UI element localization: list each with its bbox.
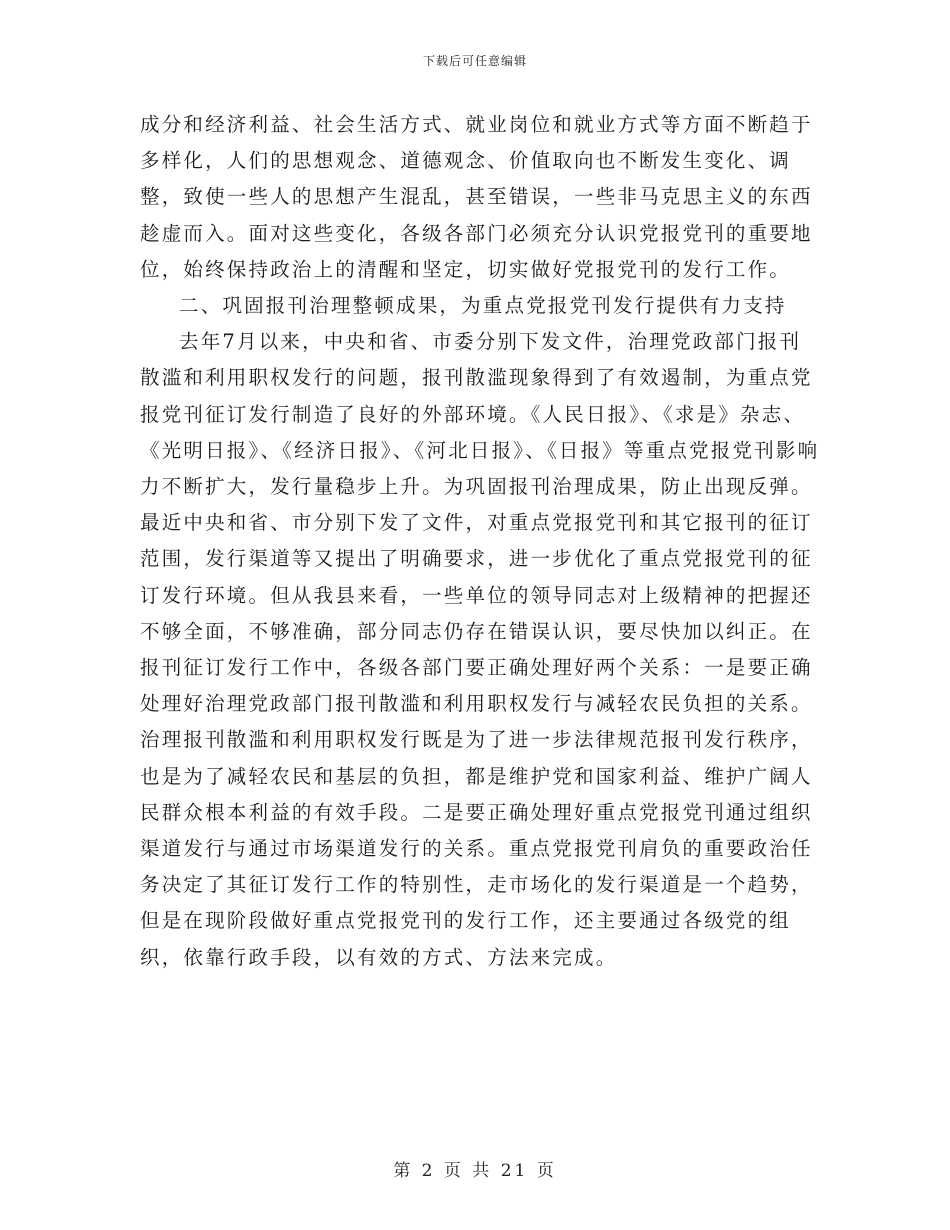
paragraph: 去年7月以来，中央和省、市委分别下发文件，治理党政部门报刊散滥和利用职权发行的问题，报刊散滥现象得到了有效遏制，为重点党报党刊征订发行制造了良好的外部环境。《人民日报》、《求是》杂志、《光明日报》、《经济日报》、《河北日报》、《日报》等重点党报党刊影响力不断扩大，发行量稳步上升。为巩固报刊治理成果，防止出现反弹。最近中央和省、市分别下发了文件，对重点党报党刊和其它报刊的征订范围，发行渠道等又提出了明确要求，进一步优化了重点党报党刊的征订发行环境。但从我县来看，一些单位的领导同志对上级精神的把握还不够全面，不够准确，部分同志仍存在错误认识，要尽快加以纠正。在报刊征订发行工作中，各级各部门要正确处理好两个关系：一是要正确处理好治理党政部门报刊散滥和利用职权发行与减轻农民负担的关系。治理报刊散滥和利用职权发行既是为了进一步法律规范报刊发行秩序，也是为了减轻农民和基层的负担，都是维护党和国家利益、维护广阔人民群众根本利益的有效手段。二是要正确处理好重点党报党刊通过组织渠道发行与通过市场渠道发行的关系。重点党报党刊肩负的重要政治任务决定了其征订发行工作的特别性，走市场化的发行渠道是一个趋势，但是在现阶段做好重点党报党刊的发行工作，还主要通过各级党的组织，依靠行政手段，以有效的方式、方法来完成。 — [140, 330, 820, 969]
paragraph-continuation: 成分和经济利益、社会生活方式、就业岗位和就业方式等方面不断趋于多样化，人们的思想观念、道德观念、价值取向也不断发生变化、调整，致使一些人的思想产生混乱，甚至错误，一些非马克思主义的东西趁虚而入。面对这些变化，各级各部门必须充分认识党报党刊的重要地位，始终保持政治上的清醒和坚定，切实做好党报党刊的发行工作。 — [140, 113, 813, 281]
section-heading: 二、巩固报刊治理整顿成果，为重点党报党刊发行提供有力支持 — [179, 294, 787, 318]
page-footer: 第 2 页 共 21 页 — [393, 1161, 557, 1181]
document-body — [140, 107, 820, 976]
page-header: 下载后可任意编辑 — [422, 54, 527, 68]
